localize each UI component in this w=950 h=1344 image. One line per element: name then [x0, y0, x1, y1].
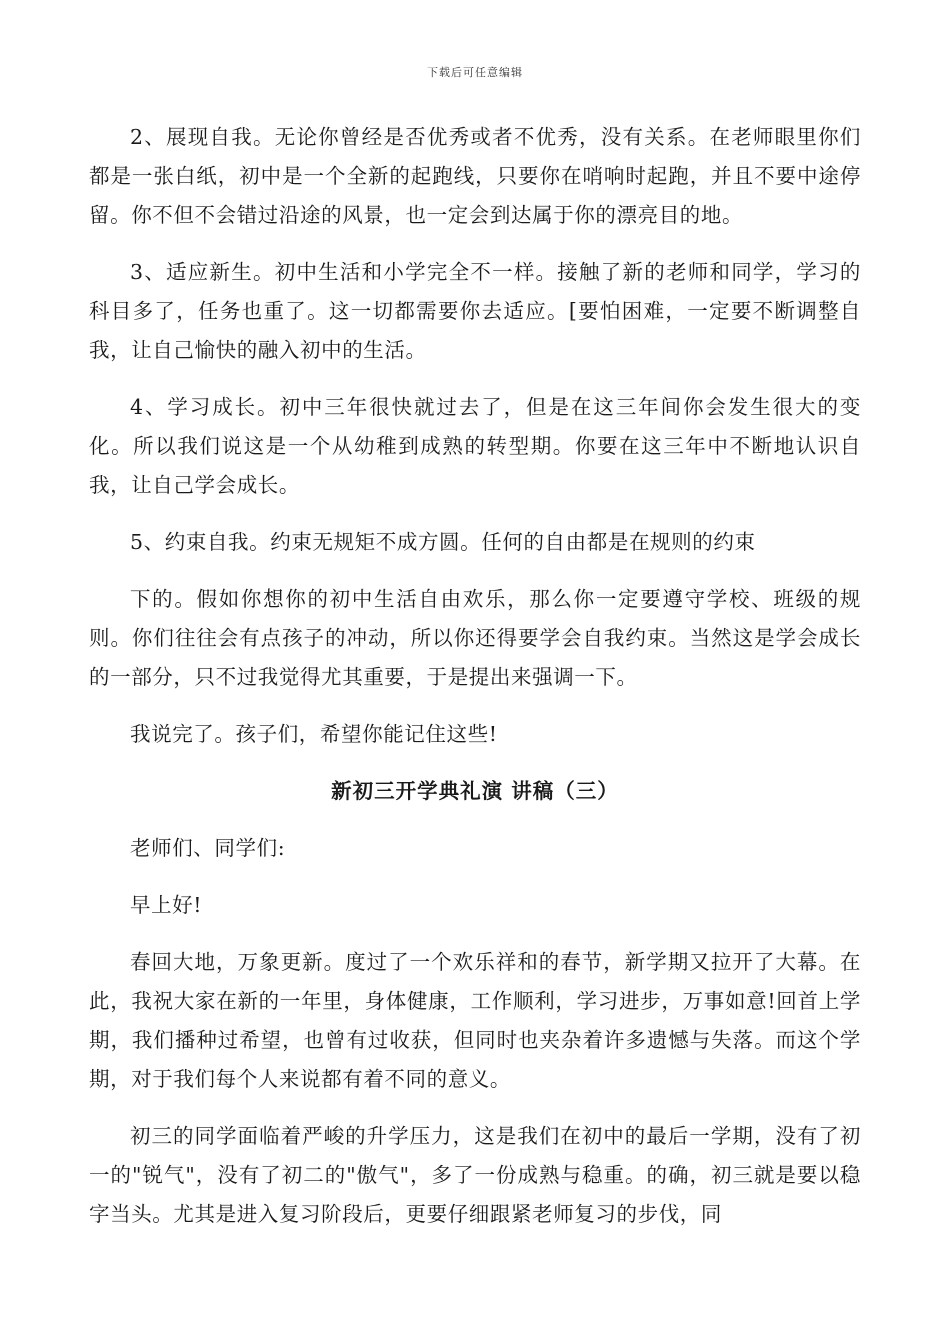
- paragraph-point-3: 3、适应新生。初中生活和小学完全不一样。接触了新的老师和同学，学习的科目多了，任务也重了。这一切都需要你去适应。[要怕困难，一定要不断调整自我，让自己愉快的融入初中的生活。: [89, 260, 861, 362]
- paragraph-point-5: 5、约束自我。约束无规矩不成方圆。任何的自由都是在规则的约束: [130, 530, 756, 554]
- paragraph-point-5-continued: 下的。假如你想你的初中生活自由欢乐，那么你一定要遵守学校、班级的规则。你们往往会有点孩子的冲动，所以你还得要学会自我约束。当然这是学会成长的一部分，只不过我觉得尤其重要，于是提出来强调一下。: [89, 587, 861, 689]
- paragraph-grade-three: 初三的同学面临着严峻的升学压力，这是我们在初中的最后一学期，没有了初一的"锐气"，没有了初二的"傲气"，多了一份成熟与稳重。的确，初三就是要以稳字当头。尤其是进入复习阶段后，更要仔细跟紧老师复习的步伐，同: [89, 1124, 861, 1226]
- paragraph-salutation: 老师们、同学们:: [130, 836, 286, 860]
- paragraph-greeting: 早上好!: [130, 893, 203, 917]
- paragraph-point-4: 4、学习成长。初中三年很快就过去了，但是在这三年间你会发生很大的变化。所以我们说这是一个从幼稚到成熟的转型期。你要在这三年中不断地认识自我，让自己学会成长。: [89, 395, 861, 497]
- document-body: [89, 118, 861, 1252]
- paragraph-spring: 春回大地，万象更新。度过了一个欢乐祥和的春节，新学期又拉开了大幕。在此，我祝大家在新的一年里，身体健康，工作顺利，学习进步，万事如意!回首上学期，我们播种过希望，也曾有过收获，但同时也夹杂着许多遗憾与失落。而这个学期，对于我们每个人来说都有着不同的意义。: [89, 950, 861, 1091]
- page-header: 下载后可任意编辑: [427, 66, 523, 79]
- paragraph-point-2: 2、展现自我。无论你曾经是否优秀或者不优秀，没有关系。在老师眼里你们都是一张白纸，初中是一个全新的起跑线，只要你在哨响时起跑，并且不要中途停留。你不但不会错过沿途的风景，也一定会到达属于你的漂亮目的地。: [89, 125, 861, 227]
- section-title: 新初三开学典礼演 讲稿（三）: [331, 779, 619, 803]
- paragraph-closing: 我说完了。孩子们，希望你能记住这些!: [130, 722, 498, 746]
